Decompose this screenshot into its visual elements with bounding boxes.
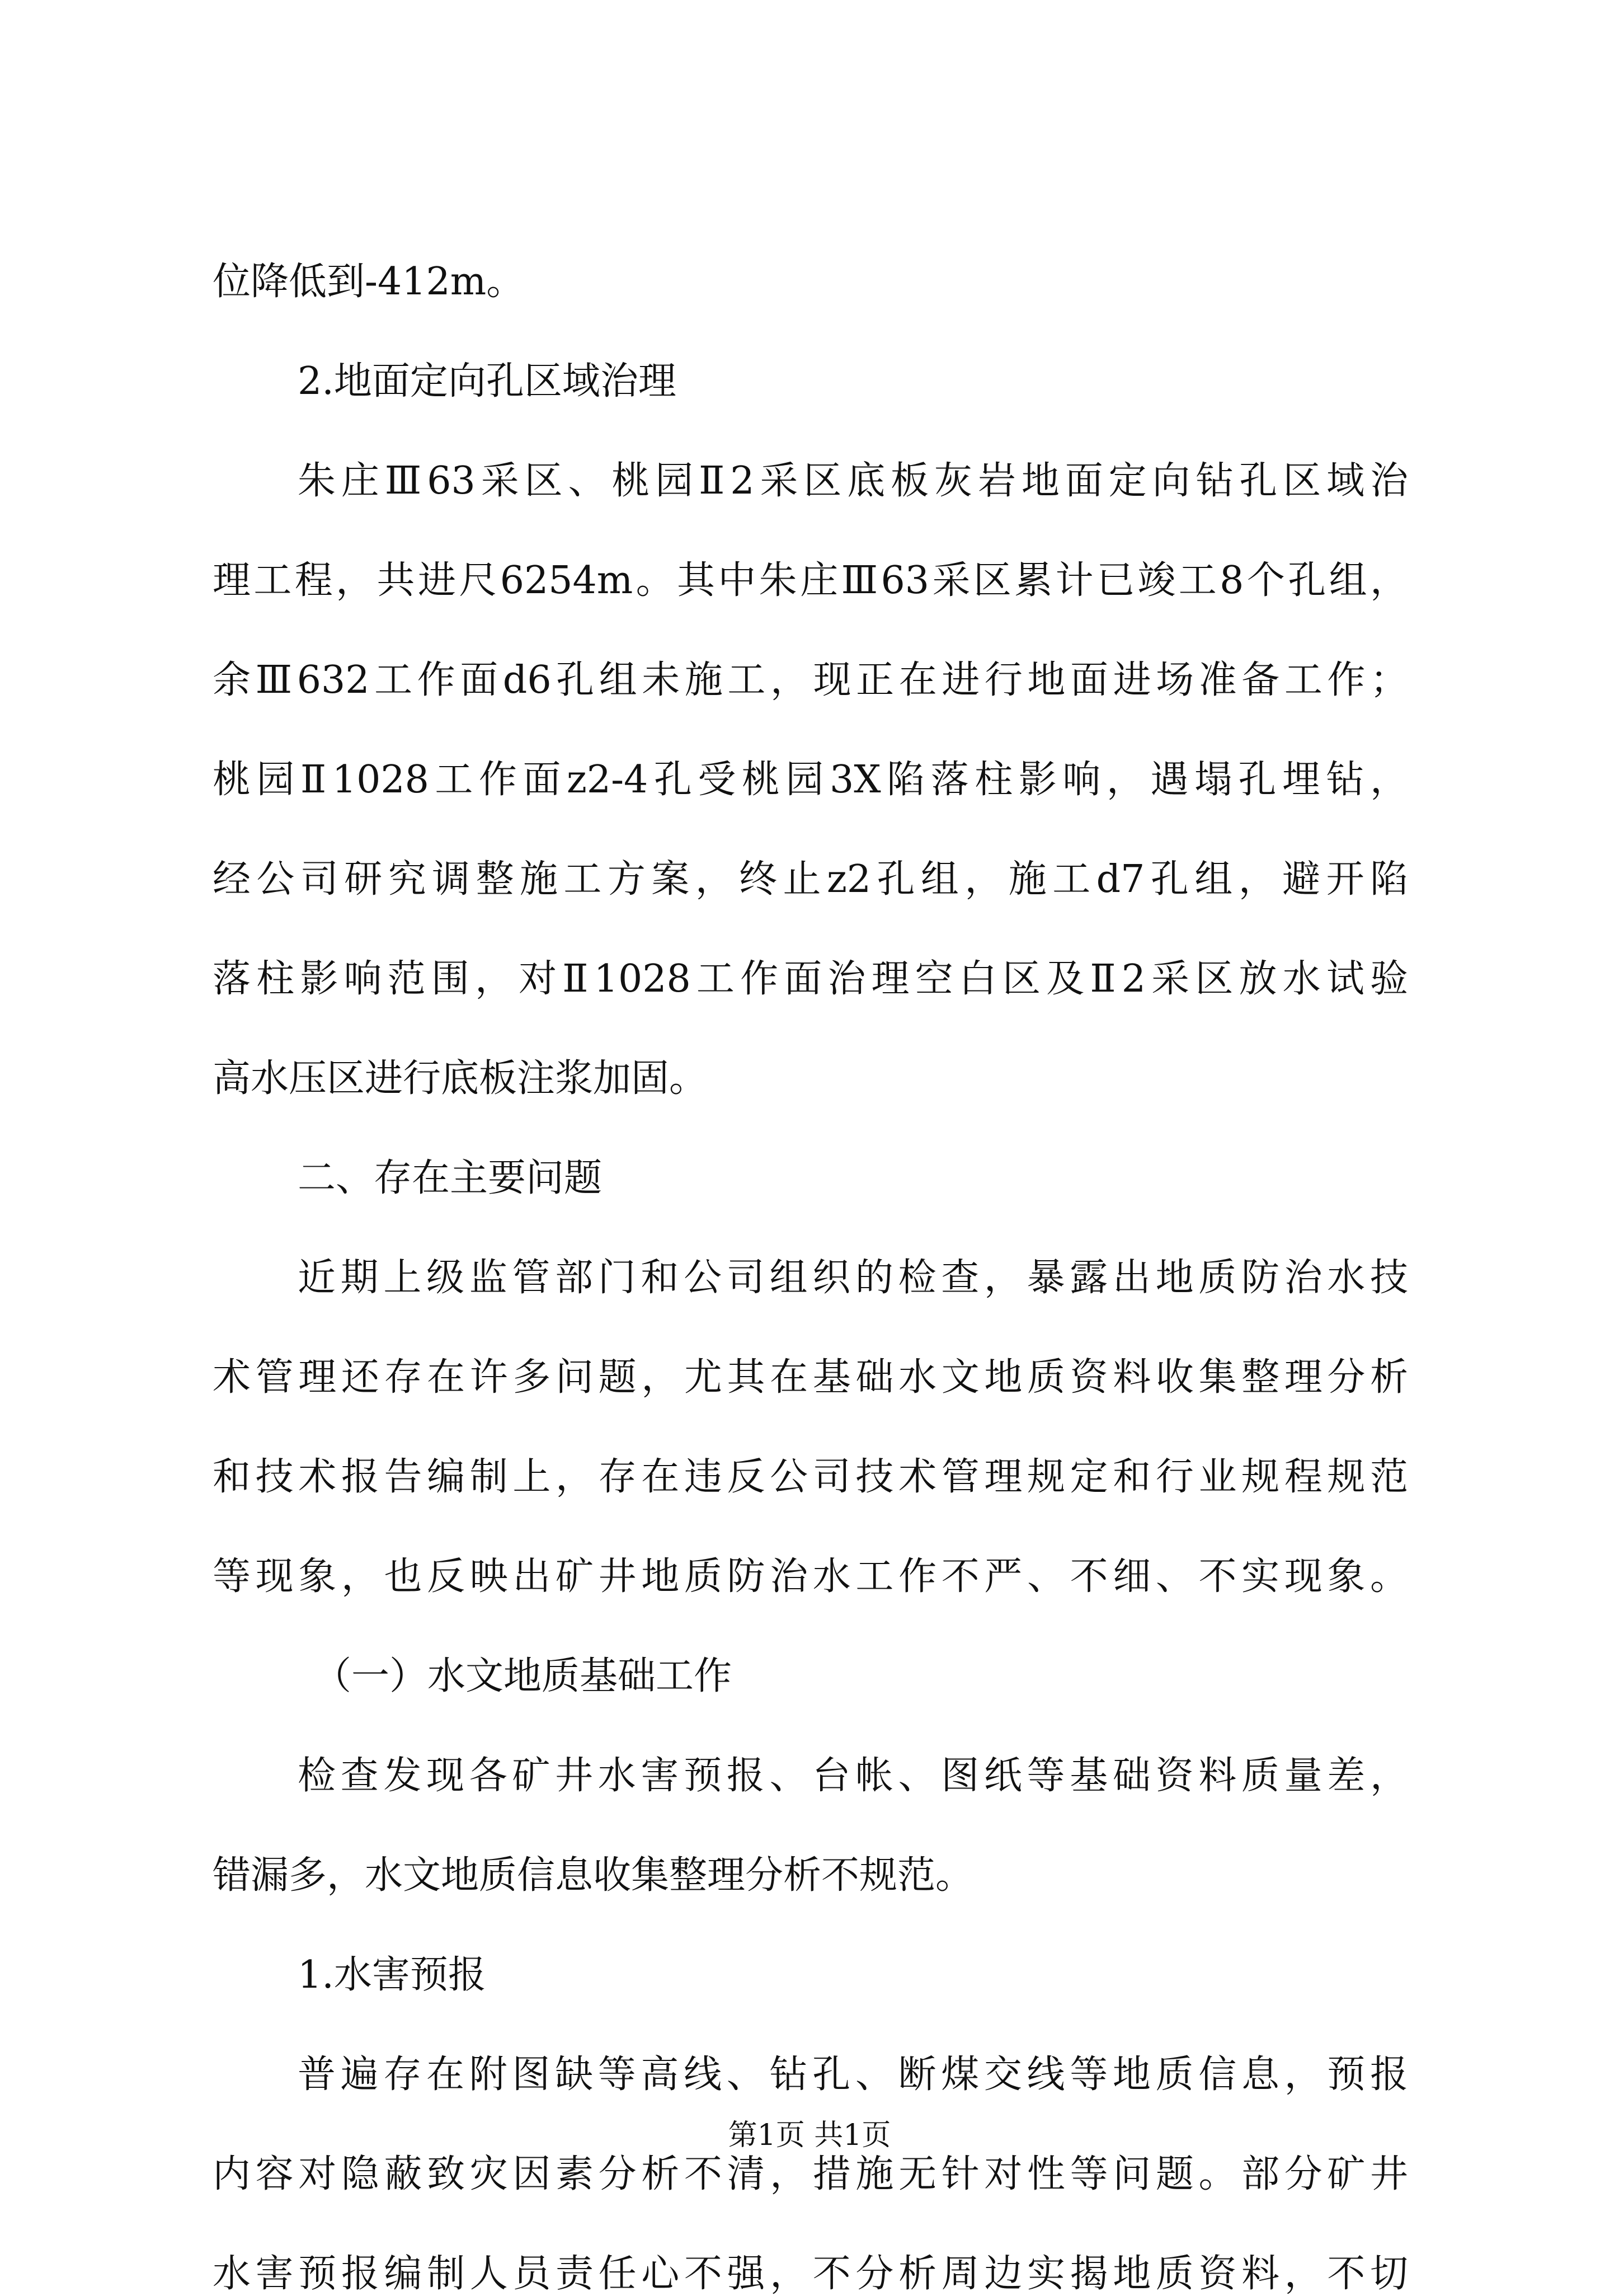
text-line-12: 术管理还存在许多问题，尤其在基础水文地质资料收集整理分析 <box>213 1355 1408 1400</box>
text-line-21: 水害预报编制人员责任心不强，不分析周边实揭地质资料，不切 <box>213 2252 1408 2296</box>
text-line-14: 等现象，也反映出矿井地质防治水工作不严、不细、不实现象。 <box>213 1555 1408 1599</box>
text-line-19: 普遍存在附图缺等高线、钻孔、断煤交线等地质信息，预报 <box>298 2053 1408 2097</box>
text-line-4: 理工程，共进尺6254m。其中朱庄Ⅲ63采区累计已竣工8个孔组， <box>213 558 1408 603</box>
text-line-7: 经公司研究调整施工方案，终止z2孔组，施工d7孔组，避开陷 <box>213 857 1408 902</box>
text-line-10: 二、存在主要问题 <box>298 1156 603 1200</box>
page-footer: 第1页 共1页 <box>728 2119 891 2152</box>
text-line-3: 朱庄Ⅲ63采区、桃园Ⅱ2采区底板灰岩地面定向钻孔区域治 <box>298 459 1408 503</box>
text-line-1: 位降低到-412m。 <box>213 260 525 304</box>
text-line-11: 近期上级监管部门和公司组织的检查，暴露出地质防治水技 <box>298 1256 1408 1300</box>
text-line-13: 和技术报告编制上，存在违反公司技术管理规定和行业规程规范 <box>213 1455 1408 1499</box>
text-line-18: 1.水害预报 <box>298 1953 486 1997</box>
text-line-15: （一）水文地质基础工作 <box>313 1654 732 1698</box>
text-line-2: 2.地面定向孔区域治理 <box>298 359 676 403</box>
text-line-9: 高水压区进行底板注浆加固。 <box>213 1057 708 1101</box>
text-line-16: 检查发现各矿井水害预报、台帐、图纸等基础资料质量差， <box>298 1754 1408 1798</box>
text-line-8: 落柱影响范围，对Ⅱ1028工作面治理空白区及Ⅱ2采区放水试验 <box>213 957 1408 1001</box>
text-line-6: 桃园Ⅱ1028工作面z2-4孔受桃园3X陷落柱影响，遇塌孔埋钻， <box>213 758 1408 802</box>
text-line-20: 内容对隐蔽致灾因素分析不清，措施无针对性等问题。部分矿井 <box>213 2152 1408 2196</box>
text-line-17: 错漏多，水文地质信息收集整理分析不规范。 <box>213 1853 974 1898</box>
text-line-5: 余Ⅲ632工作面d6孔组未施工，现正在进行地面进场准备工作； <box>213 658 1408 702</box>
